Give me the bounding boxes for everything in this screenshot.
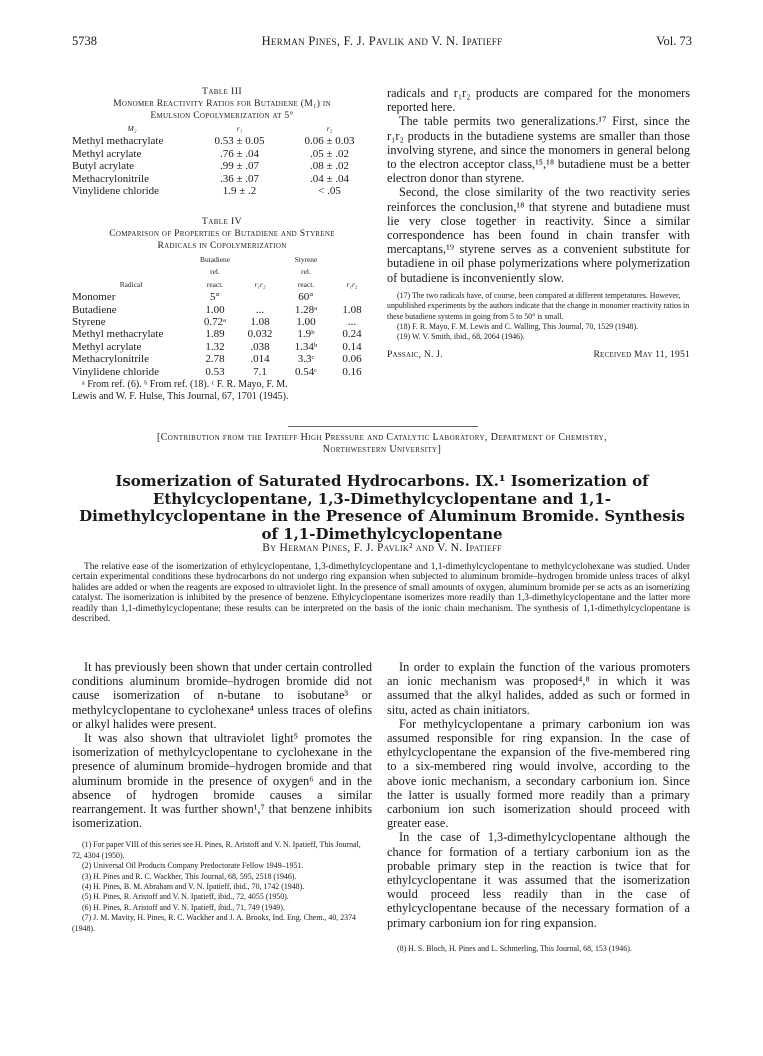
table-cell: Butyl acrylate	[72, 160, 135, 173]
table-cell: 0.24	[342, 328, 362, 341]
received-line	[387, 349, 690, 363]
table-3-header-r1: r₁	[236, 124, 243, 133]
table-4-header-radical: Radical	[119, 279, 143, 289]
table-4-header-rel: rel.	[301, 267, 311, 277]
table-3-caption-line-2: Emulsion Copolymerization at 5°	[150, 110, 294, 121]
table-4	[72, 216, 372, 403]
table-3-header-m2: M₂	[127, 124, 137, 133]
table-cell: 1.28ᵃ	[294, 303, 318, 316]
table-cell: .36 ± .07	[219, 172, 260, 185]
table-4-grid	[72, 254, 372, 378]
table-cell: Vinylidene chloride	[72, 365, 160, 378]
header-authors: Herman Pines, F. J. Pavlik and V. N. Ipatieff	[261, 34, 503, 48]
table-cell: .038	[250, 340, 270, 353]
table-3-header-r2: r₂	[326, 124, 333, 133]
footnote: (6) H. Pines, R. Aristoff and V. N. Ipatieff, ibid., 71, 749 (1949).	[82, 902, 285, 912]
paragraph: In the case of 1,3-dimethylcyclopentane although the chance for formation of a tertiary carbonium ion as the probable primary step in the reaction is twice that for ethylcyclopentane it was assumed that the isomerization would proceed less readily than in the case of ethylcyclopentane because of the necessary formation of a primary carbonium ion for ring expansion.	[387, 830, 690, 930]
paragraph: In order to explain the function of the various promoters an ionic mechanism was proposed⁴,⁸ in which it was assumed that the alkyl halides, added as such or formed in situ, acted as chain initiators.	[387, 660, 690, 717]
paragraph: It has previously been shown that under certain controlled conditions aluminum bromide–hydrogen bromide did not cause isomerization of n-butane to isobutane³ or methylcyclopentane to cyclohexane⁴ unless traces of olefins or alkyl halides were present.	[72, 660, 372, 731]
table-cell: 1.32	[205, 340, 225, 353]
table-cell: 1.08	[342, 303, 362, 316]
table-4-header-react: react.	[206, 279, 224, 289]
table-4-header-row	[72, 279, 372, 291]
table-cell: .76 ± .04	[219, 147, 260, 160]
table-4-header-rel: rel.	[210, 267, 220, 277]
table-cell: 0.16	[342, 365, 362, 378]
paragraph: For methylcyclopentane a primary carbonium ion was assumed responsible for ring expansion. In the case of ethylcyclopentane the expansion of the five-membered ring to a six-membered ring would involve, according to the above ionic mechanism, a secondary carbonium ion. Since the latter is usually formed more readily than a primary carbonium ion such isomerization should proceed with greater ease.	[387, 716, 690, 831]
table-cell: Methacrylonitrile	[72, 353, 149, 366]
footnote: (1) For paper VIII of this series see H. Pines, R. Aristoff and V. N. Ipatieff, This Journal, 72, 4304 (1950).	[72, 840, 361, 860]
footnote: (5) H. Pines, R. Aristoff and V. N. Ipatieff, ibid., 72, 4055 (1950).	[82, 892, 289, 902]
paragraph: Second, the close similarity of the two reactivity series reinforces the conclusion,¹⁸ that styrene and butadiene must lie very close together in reactivity. Since a similar correspondence has been found in chain transfer with mercaptans,¹⁹ styrene serves as a convenient substitute for butadiene in oil phase polymerizations where polymerization of butadiene is inconveniently slow.	[387, 185, 690, 285]
paragraph: It was also shown that ultraviolet light⁵ promotes the isomerization of methylcyclopentane to cyclohexane in the presence of aluminum bromide–hydrogen bromide and that aluminum bromide in the presence of oxygen⁶ and in the absence of hydrogen bromide causes a similar rearrangement. It was further shown¹,⁷ that benzene inhibits isomerization.	[72, 731, 372, 831]
table-cell: Butadiene	[72, 303, 117, 316]
table-3-caption	[72, 98, 372, 122]
table-cell: 0.06	[342, 353, 362, 366]
table-cell: 0.53	[205, 365, 225, 378]
table-cell: Methyl methacrylate	[72, 328, 164, 341]
table-cell: Methyl acrylate	[72, 147, 142, 160]
table-4-sub-header-row	[72, 266, 372, 278]
table-cell: 1.89	[205, 328, 225, 341]
table-4-group-header-row	[72, 254, 372, 266]
table-cell: Methacrylonitrile	[72, 172, 149, 185]
table-4-footnote-line-2: Lewis and W. F. Hulse, This Journal, 67, 1701 (1945).	[72, 391, 289, 403]
table-row	[72, 291, 372, 303]
table-row	[72, 341, 372, 353]
running-header	[72, 34, 692, 50]
table-row	[72, 185, 372, 197]
table-4-caption-line-1: Comparison of Properties of Butadiene and Styrene	[109, 228, 335, 239]
table-cell: 1.9ᵇ	[297, 328, 315, 341]
footnote: (8) H. S. Bloch, H. Pines and L. Schmerling, This Journal, 68, 153 (1946).	[397, 943, 632, 953]
footnote: (17) The two radicals have, of course, been compared at different temperatures. However, unpublished experiments by the authors indicate that the change in monomer reactivity ratios in these butadiene systems in going from 5 to 50° is small.	[387, 290, 690, 321]
table-row	[72, 328, 372, 340]
table-cell: 1.00	[296, 316, 316, 329]
table-cell: 0.032	[247, 328, 273, 341]
table-cell: Vinylidene chloride	[72, 185, 160, 198]
table-cell: 0.53 ± 0.05	[214, 135, 265, 148]
received-date: Received May 11, 1951	[593, 348, 690, 360]
footnote: (4) H. Pines, B. M. Abraham and V. N. Ipatieff, ibid., 70, 1742 (1948).	[82, 882, 305, 892]
paragraph: radicals and r₁r₂ products are compared for the monomers reported here.	[387, 86, 690, 115]
text-block	[387, 660, 690, 930]
article-byline: By Herman Pines, F. J. Pavlik² and V. N. Ipatieff	[262, 542, 502, 554]
paragraph: The table permits two generalizations.¹⁷ First, since the r₁r₂ products in the butadiene systems are smaller than those involving styrene, and since the monomers in general belong to the electron acceptor class,¹⁵,¹⁸ butadiene must be a better electron donor than styrene.	[387, 114, 690, 186]
table-cell: .014	[250, 353, 270, 366]
table-4-caption	[72, 228, 372, 252]
table-cell: Monomer	[72, 291, 116, 304]
table-cell: 1.9 ± .2	[222, 185, 257, 198]
footnote: (3) H. Pines and R. C. Wackher, This Journal, 68, 595, 2518 (1946).	[82, 871, 297, 881]
table-4-caption-line-2: Radicals in Copolymerization	[157, 240, 287, 251]
table-4-header-r1r2: r₁r₂	[346, 279, 358, 289]
table-row	[72, 135, 372, 147]
table-4-footnotes	[72, 379, 372, 403]
table-cell: 0.06 ± 0.03	[304, 135, 355, 148]
contribution-line-2: Northwestern University]	[322, 444, 442, 455]
table-cell: 0.72ᵃ	[203, 316, 227, 329]
table-cell: 1.08	[250, 316, 270, 329]
table-cell: 3.3ᶜ	[297, 353, 315, 366]
table-cell: 1.00	[205, 303, 225, 316]
table-4-header-styrene: Styrene	[294, 255, 318, 264]
table-cell: .05 ± .02	[309, 147, 350, 160]
table-3	[72, 86, 372, 197]
table-cell: .04 ± .04	[309, 172, 350, 185]
table-row	[72, 353, 372, 365]
place: Passaic, N. J.	[387, 348, 443, 360]
table-3-grid	[72, 123, 372, 197]
footnotes	[387, 291, 690, 343]
text-block	[387, 86, 690, 285]
footnote: (7) J. M. Mavity, H. Pines, R. C. Wackher and J. A. Brooks, Ind. Eng. Chem., 40, 2374 (1948).	[72, 913, 356, 933]
table-4-header-react: react.	[297, 279, 315, 289]
table-3-caption-line-1: Monomer Reactivity Ratios for Butadiene (M₁) in	[113, 98, 331, 109]
table-cell: ...	[255, 303, 265, 316]
article-title: Isomerization of Saturated Hydrocarbons. IX.¹ Isomerization of Ethylcyclopentane, 1,3-Dimethylcyclopentane and 1,1-Dimethylcyclopentane in the Presence of Aluminum Bromide. Synthesis of 1,1-Dimethylcyclopentane	[79, 472, 685, 543]
table-cell: 60°	[298, 291, 314, 304]
table-cell	[332, 291, 372, 303]
table-cell: Styrene	[72, 316, 106, 329]
table-row	[72, 148, 372, 160]
table-row	[72, 304, 372, 316]
footnote: (2) Universal Oil Products Company Predoctorate Fellow 1949–1951.	[82, 861, 304, 871]
table-3-label: Table III	[201, 86, 243, 97]
table-cell: < .05	[318, 185, 341, 198]
table-cell: 0.54ᶜ	[294, 365, 318, 378]
body-left-column	[72, 660, 372, 934]
table-cell: 5°	[210, 291, 220, 304]
page-number: 5738	[72, 34, 97, 48]
body-right-column	[387, 660, 690, 954]
contribution-line-1: [Contribution from the Ipatieff High Pressure and Catalytic Laboratory, Department of Chemistry,	[157, 432, 607, 443]
table-cell: .08 ± .02	[309, 160, 350, 173]
table-cell: 7.1	[253, 365, 267, 378]
table-cell: .99 ± .07	[219, 160, 260, 173]
table-cell: Methyl methacrylate	[72, 135, 164, 148]
table-cell: ...	[347, 316, 357, 329]
table-row	[72, 173, 372, 185]
right-column-top	[387, 86, 690, 363]
table-row	[72, 316, 372, 328]
footnote: (19) W. V. Smith, ibid., 68, 2064 (1946).	[397, 332, 525, 342]
table-cell: 0.14	[342, 340, 362, 353]
table-row	[72, 160, 372, 172]
table-row	[72, 366, 372, 378]
footnote: (18) F. R. Mayo, F. M. Lewis and C. Walling, This Journal, 70, 1529 (1948).	[397, 322, 639, 332]
table-4-header-r1r2: r₁r₂	[254, 279, 266, 289]
table-cell	[240, 291, 280, 303]
section-divider	[288, 426, 478, 427]
abstract: The relative ease of the isomerization of ethylcyclopentane, 1,3-dimethylcyclopentane and 1,1-dimethylcyclopentane to methylcyclohexane was studied. Under certain experimental conditions these hydrocarbons do not undergo ring expansion when subjected to aluminum bromide–hydrogen bromide unless traces of alkyl halides are added or when the reagents are exposed to ultraviolet light. In the presence of small amounts of oxygen, aluminum bromide per se acts as an isomerizing catalyst. The isomerization is inhibited by the presence of benzene. Ethylcyclopentane isomerizes more readily than 1,3-dimethylcyclopentane and the latter more readily than 1,1-dimethylcyclopentane; these results can be interpreted on the basis of the ionic chain mechanism. The synthesis of 1,1-dimethylcyclopentane is described.	[72, 562, 690, 625]
text-block	[72, 660, 372, 830]
table-3-header-row	[72, 123, 372, 135]
table-4-label: Table IV	[201, 216, 243, 227]
table-4-footnote-line-1: ᵃ From ref. (6). ᵇ From ref. (18). ᶜ F. R. Mayo, F. M.	[82, 379, 288, 391]
footnotes	[72, 840, 372, 934]
footnotes	[387, 944, 690, 954]
table-cell: Methyl acrylate	[72, 340, 142, 353]
table-cell: 2.78	[205, 353, 225, 366]
table-4-header-butadiene: Butadiene	[200, 255, 230, 264]
contribution-line	[72, 432, 692, 456]
header-volume: Vol. 73	[656, 34, 692, 48]
table-cell: 1.34ᵇ	[294, 340, 318, 353]
